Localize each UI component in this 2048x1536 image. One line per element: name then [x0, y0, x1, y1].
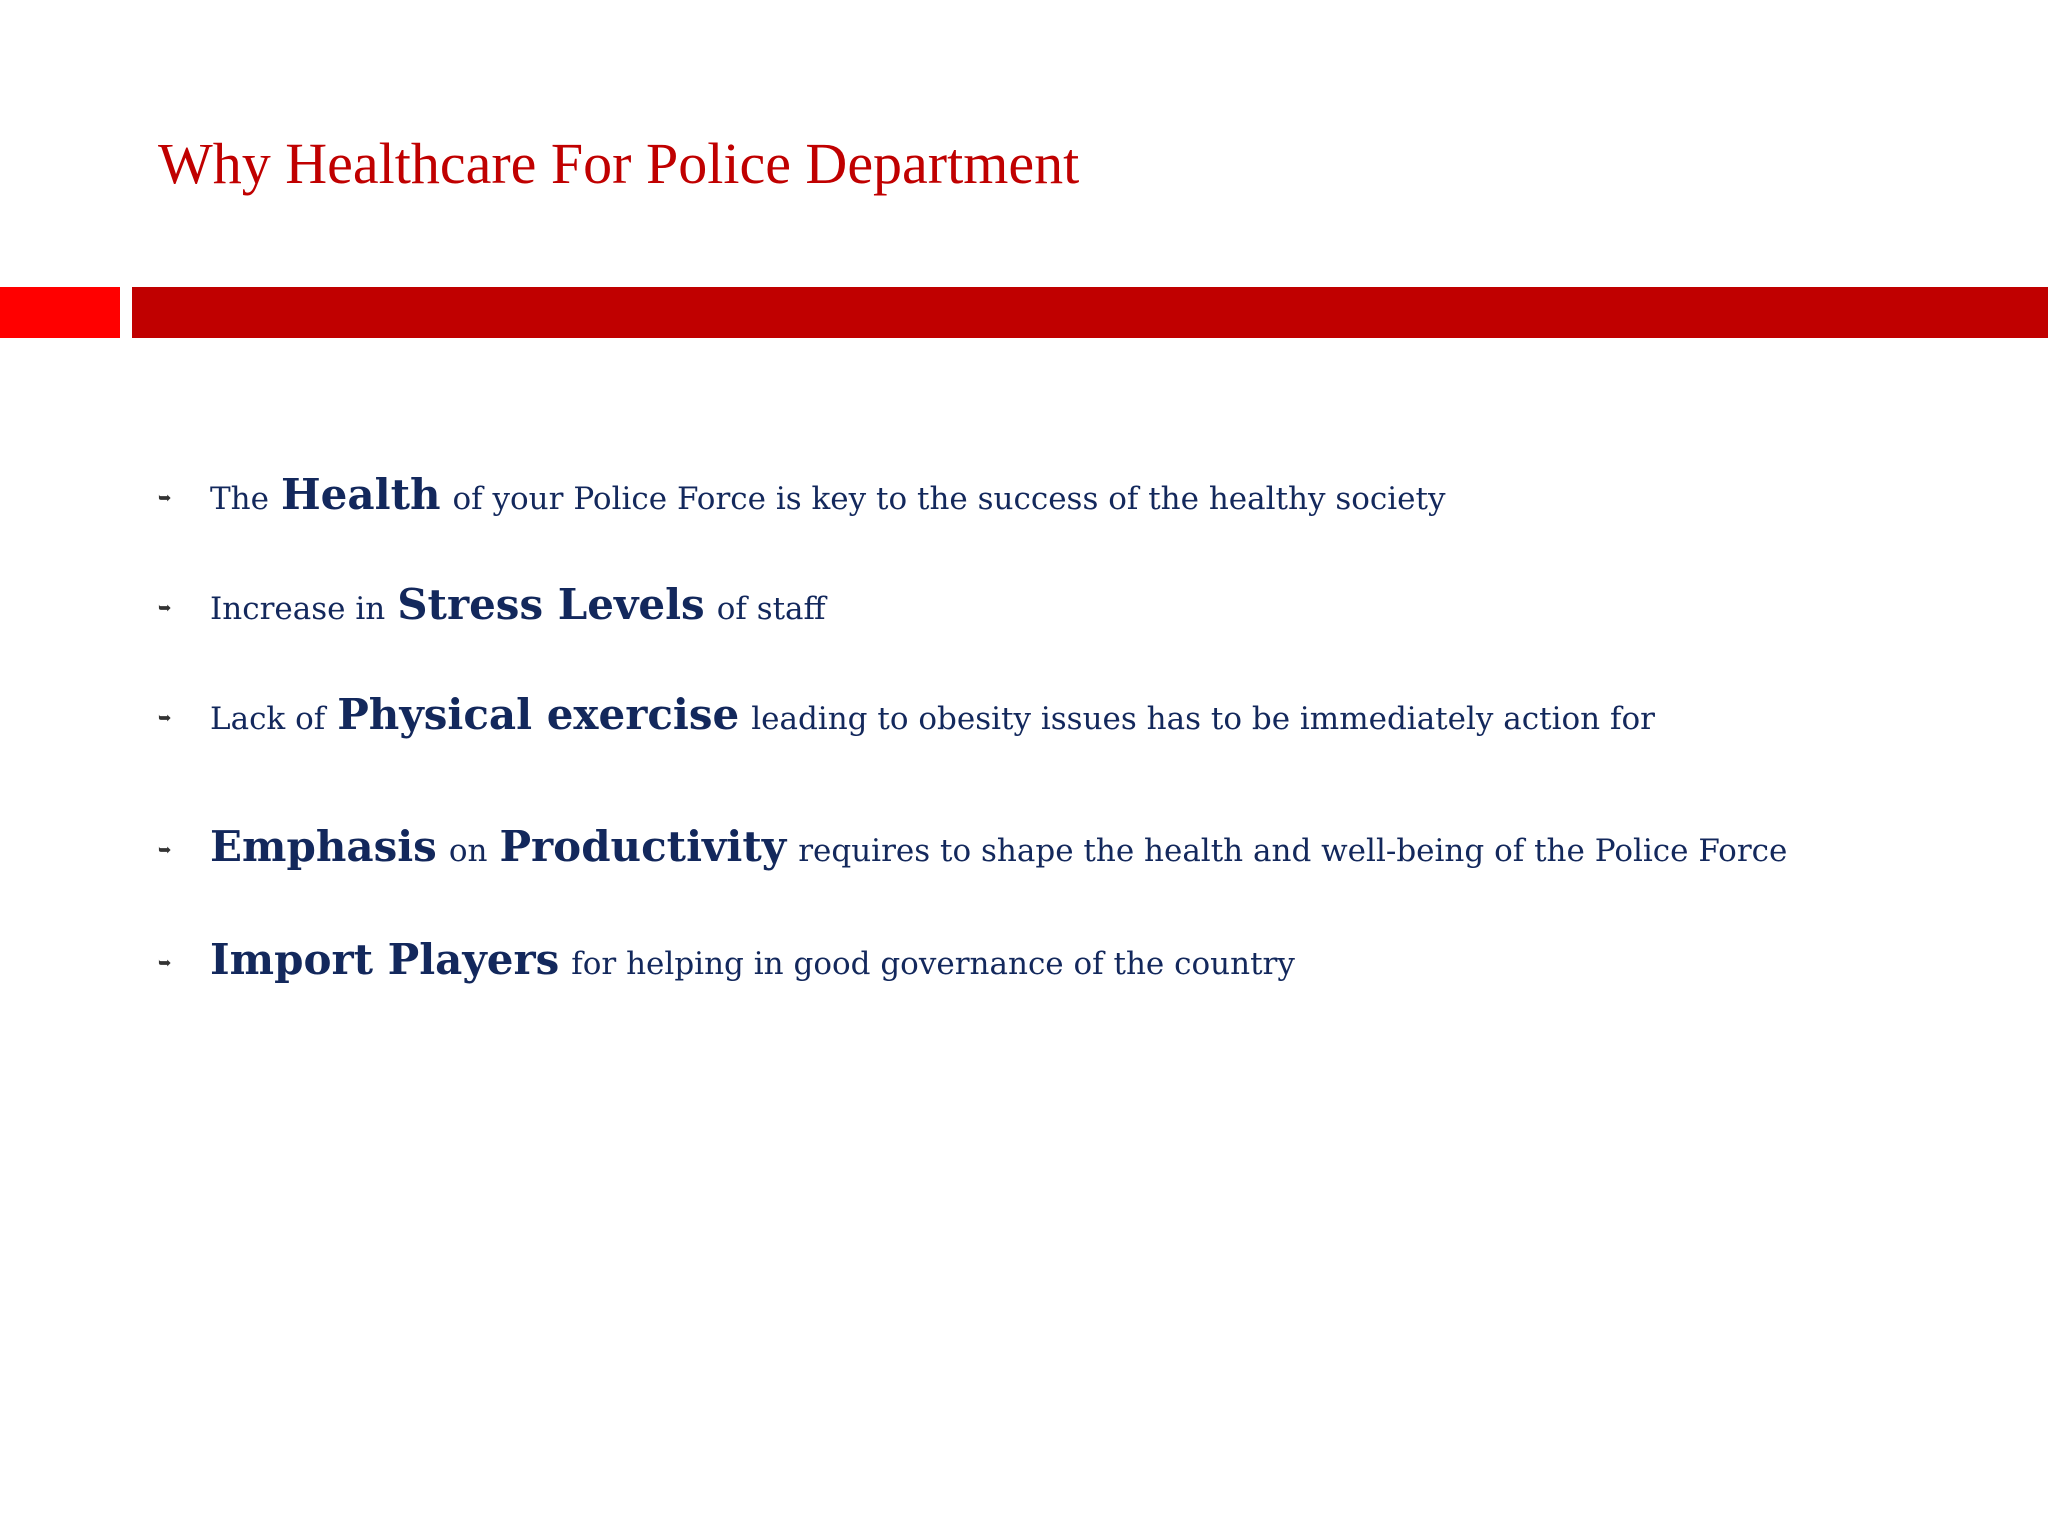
arrow-bullet-icon: ➥ — [158, 488, 172, 507]
bullet-emphasis: Stress Levels — [397, 580, 705, 629]
bullet-emphasis: Physical exercise — [337, 690, 740, 739]
bullet-text: requires to shape the health and well-being of the Police Force — [798, 833, 1788, 869]
slide-title: Why Healthcare For Police Department — [158, 131, 1080, 196]
bullet-item-health — [158, 470, 1446, 519]
bullet-list — [158, 0, 2008, 1536]
bullet-text: leading to obesity issues has to be immediately action for — [751, 701, 1655, 737]
arrow-bullet-icon: ➥ — [158, 708, 172, 727]
bullet-text: The — [210, 481, 269, 517]
arrow-bullet-icon: ➥ — [158, 953, 172, 972]
bullet-item-exercise — [158, 690, 1655, 739]
bullet-text: for helping in good governance of the country — [571, 946, 1295, 982]
bullet-item-productivity — [158, 822, 1787, 871]
arrow-bullet-icon: ➥ — [158, 598, 172, 617]
bullet-item-players — [158, 935, 1295, 984]
bullet-emphasis: Emphasis — [210, 822, 437, 871]
bullet-item-stress — [158, 580, 826, 629]
bullet-emphasis: Health — [281, 470, 441, 519]
bullet-text: of your Police Force is key to the success of the healthy society — [452, 481, 1446, 517]
bullet-emphasis: Productivity — [499, 822, 787, 871]
accent-band-small — [0, 287, 120, 338]
bullet-text: of staff — [716, 591, 826, 627]
bullet-text: on — [448, 833, 488, 869]
bullet-emphasis: Import Players — [210, 935, 560, 984]
bullet-text: Lack of — [210, 701, 326, 737]
bullet-text: Increase in — [210, 591, 386, 627]
arrow-bullet-icon: ➥ — [158, 840, 172, 859]
